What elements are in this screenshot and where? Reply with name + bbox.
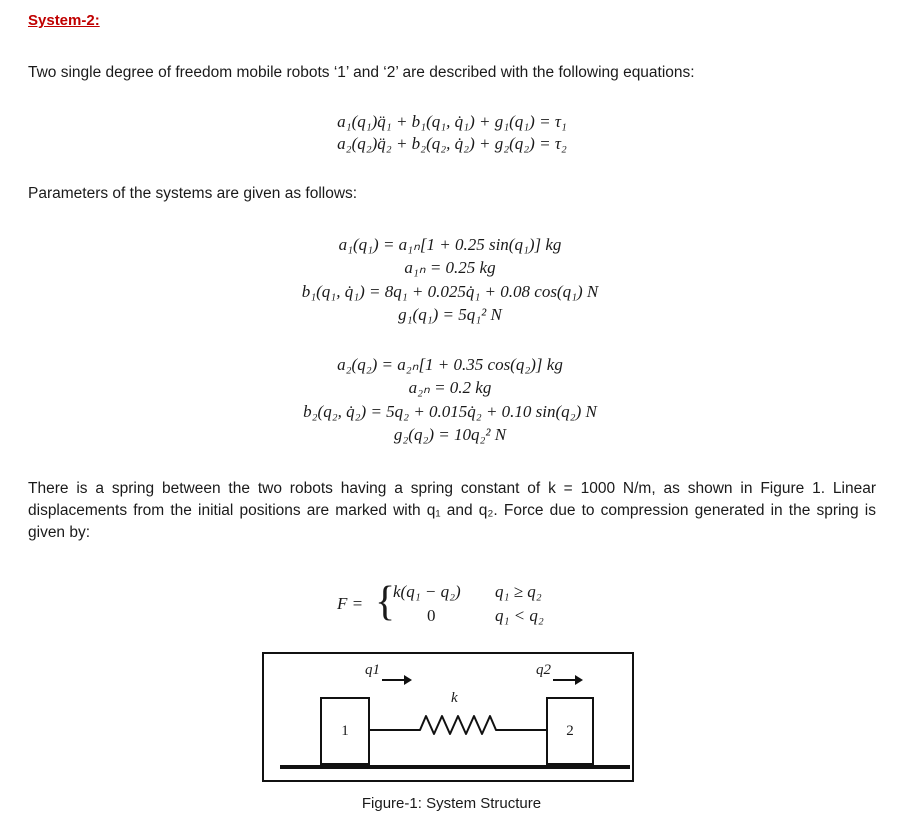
q2-arrow-icon (553, 674, 583, 686)
figure-caption: Figure-1: System Structure (361, 795, 542, 812)
param-a1: a₁(q₁) = a₁ₙ[1 + 0.25 sin(q₁)] kg (338, 235, 562, 254)
q1-arrow-icon (382, 674, 412, 686)
equation-robot-1: a₁(q₁)q̈₁ + b₁(q₁, q̇₁) + g₁(q₁) = τ₁ (337, 112, 567, 131)
param-a2n: a₂ₙ = 0.2 kg (408, 378, 492, 397)
force-case2-cond: q₁ < q₂ (495, 606, 544, 625)
spring-description: There is a spring between the two robots having a spring constant of k = 1000 N/m, as shown in Figure 1. Linear displacements from the initial positions are marked with q₁ and q₂. Force due to compression generated in the spring is given by: (28, 480, 876, 541)
params-intro: Parameters of the systems are given as follows: (28, 185, 358, 202)
section-heading: System-2: (28, 12, 100, 29)
force-case2-expr: 0 (427, 606, 436, 625)
spring-k-label: k (451, 690, 458, 706)
robot-block-2-label: 2 (566, 722, 574, 739)
force-case1-expr: k(q₁ − q₂) (393, 582, 461, 601)
intro-text: Two single degree of freedom mobile robots ‘1’ and ‘2’ are described with the following equations: (28, 64, 695, 81)
force-case1-cond: q₁ ≥ q₂ (495, 582, 542, 601)
q1-label: q1 (365, 662, 380, 678)
param-b2: b₂(q₂, q̇₂) = 5q₂ + 0.015q̇₂ + 0.10 sin(q₂) N (303, 402, 597, 421)
param-b1: b₁(q₁, q̇₁) = 8q₁ + 0.025q̇₁ + 0.08 cos(q₁) N (301, 282, 599, 301)
robot-block-1 (320, 697, 370, 765)
brace-symbol: { (375, 579, 396, 625)
equation-robot-2: a₂(q₂)q̈₂ + b₂(q₂, q̇₂) + g₂(q₂) = τ₂ (337, 134, 567, 153)
ground-line (280, 765, 630, 769)
spring-icon (368, 708, 548, 738)
force-piecewise (335, 579, 595, 630)
robot-block-2 (546, 697, 594, 765)
param-g1: g₁(q₁) = 5q₁² N (398, 305, 502, 324)
param-a1n: a₁ₙ = 0.25 kg (404, 258, 496, 277)
robot-block-1-label: 1 (341, 722, 349, 739)
force-lhs: F = (337, 594, 364, 613)
param-a2: a₂(q₂) = a₂ₙ[1 + 0.35 cos(q₂)] kg (337, 355, 563, 374)
q2-label: q2 (536, 662, 551, 678)
param-g2: g₂(q₂) = 10q₂² N (393, 425, 507, 444)
